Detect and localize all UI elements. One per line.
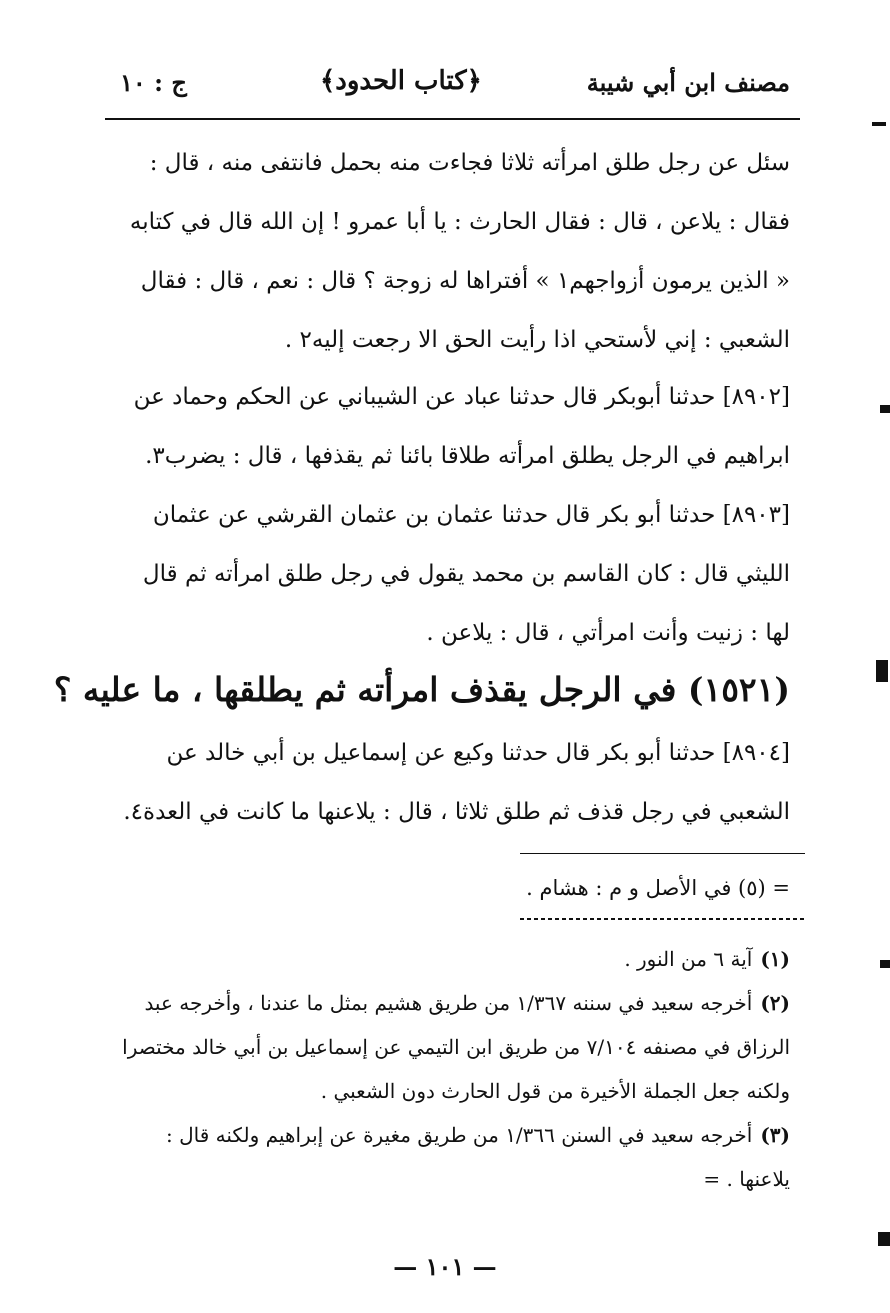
- footnotes: [120, 937, 790, 1201]
- page-header: [120, 62, 790, 106]
- footnote-1: [120, 937, 790, 981]
- scan-mark: [880, 405, 890, 413]
- footnote-3: [120, 1113, 790, 1201]
- scan-mark: [878, 1232, 890, 1246]
- hadith-8902: [٨٩٠٢] حدثنا أبوبكر قال حدثنا عباد عن الشيباني عن الحكم وحماد عن ابراهيم في الرجل يطلق امرأته طلاقا بائنا ثم يقذفها ، قال : يضرب٣.: [133, 384, 790, 469]
- footnote-text: أخرجه سعيد في سننه ١/٣٦٧ من طريق هشيم بمثل ما عندنا ، وأخرجه عبد الرزاق في مصنفه ٧/١٠٤ من طريق ابن التيمي عن إسماعيل بن أبي خالد مختصرا ولكنه جعل الجملة الأخيرة من قول الحارث دون الشعبي .: [122, 991, 790, 1103]
- footnote-number: (٢): [760, 991, 790, 1015]
- footnote-separator: [520, 853, 805, 854]
- chapter-title: ﴿كتاب الحدود﴾: [320, 66, 482, 96]
- footnote-text: أخرجه سعيد في السنن ١/٣٦٦ من طريق مغيرة عن إبراهيم ولكنه قال : يلاعنها . =: [166, 1123, 790, 1191]
- scan-mark: [880, 960, 890, 968]
- paragraph-continued: سئل عن رجل طلق امرأته ثلاثا فجاءت منه بحمل فانتفى منه ، قال : فقال : يلاعن ، قال : فقال الحارث : يا أبا عمرو ! إن الله قال في كتابه « الذين يرمون أزواجهم١ » أفتراها له زوجة ؟ قال : نعم ، قال : فقال الشعبي : إني لأستحي اذا رأيت الحق الا رجعت إليه٢ .: [129, 150, 790, 353]
- footnote-number: (١): [760, 947, 790, 971]
- footnote-text: آية ٦ من النور .: [624, 947, 753, 971]
- footnote-separator-wavy: [520, 918, 805, 920]
- footnote-2: [120, 981, 790, 1113]
- hadith-8904: [٨٩٠٤] حدثنا أبو بكر قال حدثنا وكيع عن إسماعيل بن أبي خالد عن الشعبي في رجل قذف ثم طلق ثلاثا ، قال : يلاعنها ما كانت في العدة٤.: [123, 740, 790, 825]
- header-rule: [105, 118, 800, 120]
- page-number: — ١٠١ —: [393, 1252, 497, 1281]
- book-title: مصنف ابن أبي شيبة: [586, 68, 790, 97]
- scan-mark: [872, 122, 886, 126]
- volume-number: ج : ١٠: [120, 68, 187, 97]
- scan-mark: [876, 660, 888, 682]
- section-heading: (١٥٢١) في الرجل يقذف امرأته ثم يطلقها ، ما عليه ؟: [53, 670, 790, 709]
- footnote-number: (٣): [760, 1123, 790, 1147]
- hadith-8903: [٨٩٠٣] حدثنا أبو بكر قال حدثنا عثمان بن عثمان القرشي عن عثمان الليثي قال : كان القاسم بن محمد يقول في رجل طلق امرأته ثم قال لها : زنيت وأنت امرأتي ، قال : يلاعن .: [142, 502, 790, 646]
- footnote-continuation: = (٥) في الأصل و م : هشام .: [526, 876, 790, 900]
